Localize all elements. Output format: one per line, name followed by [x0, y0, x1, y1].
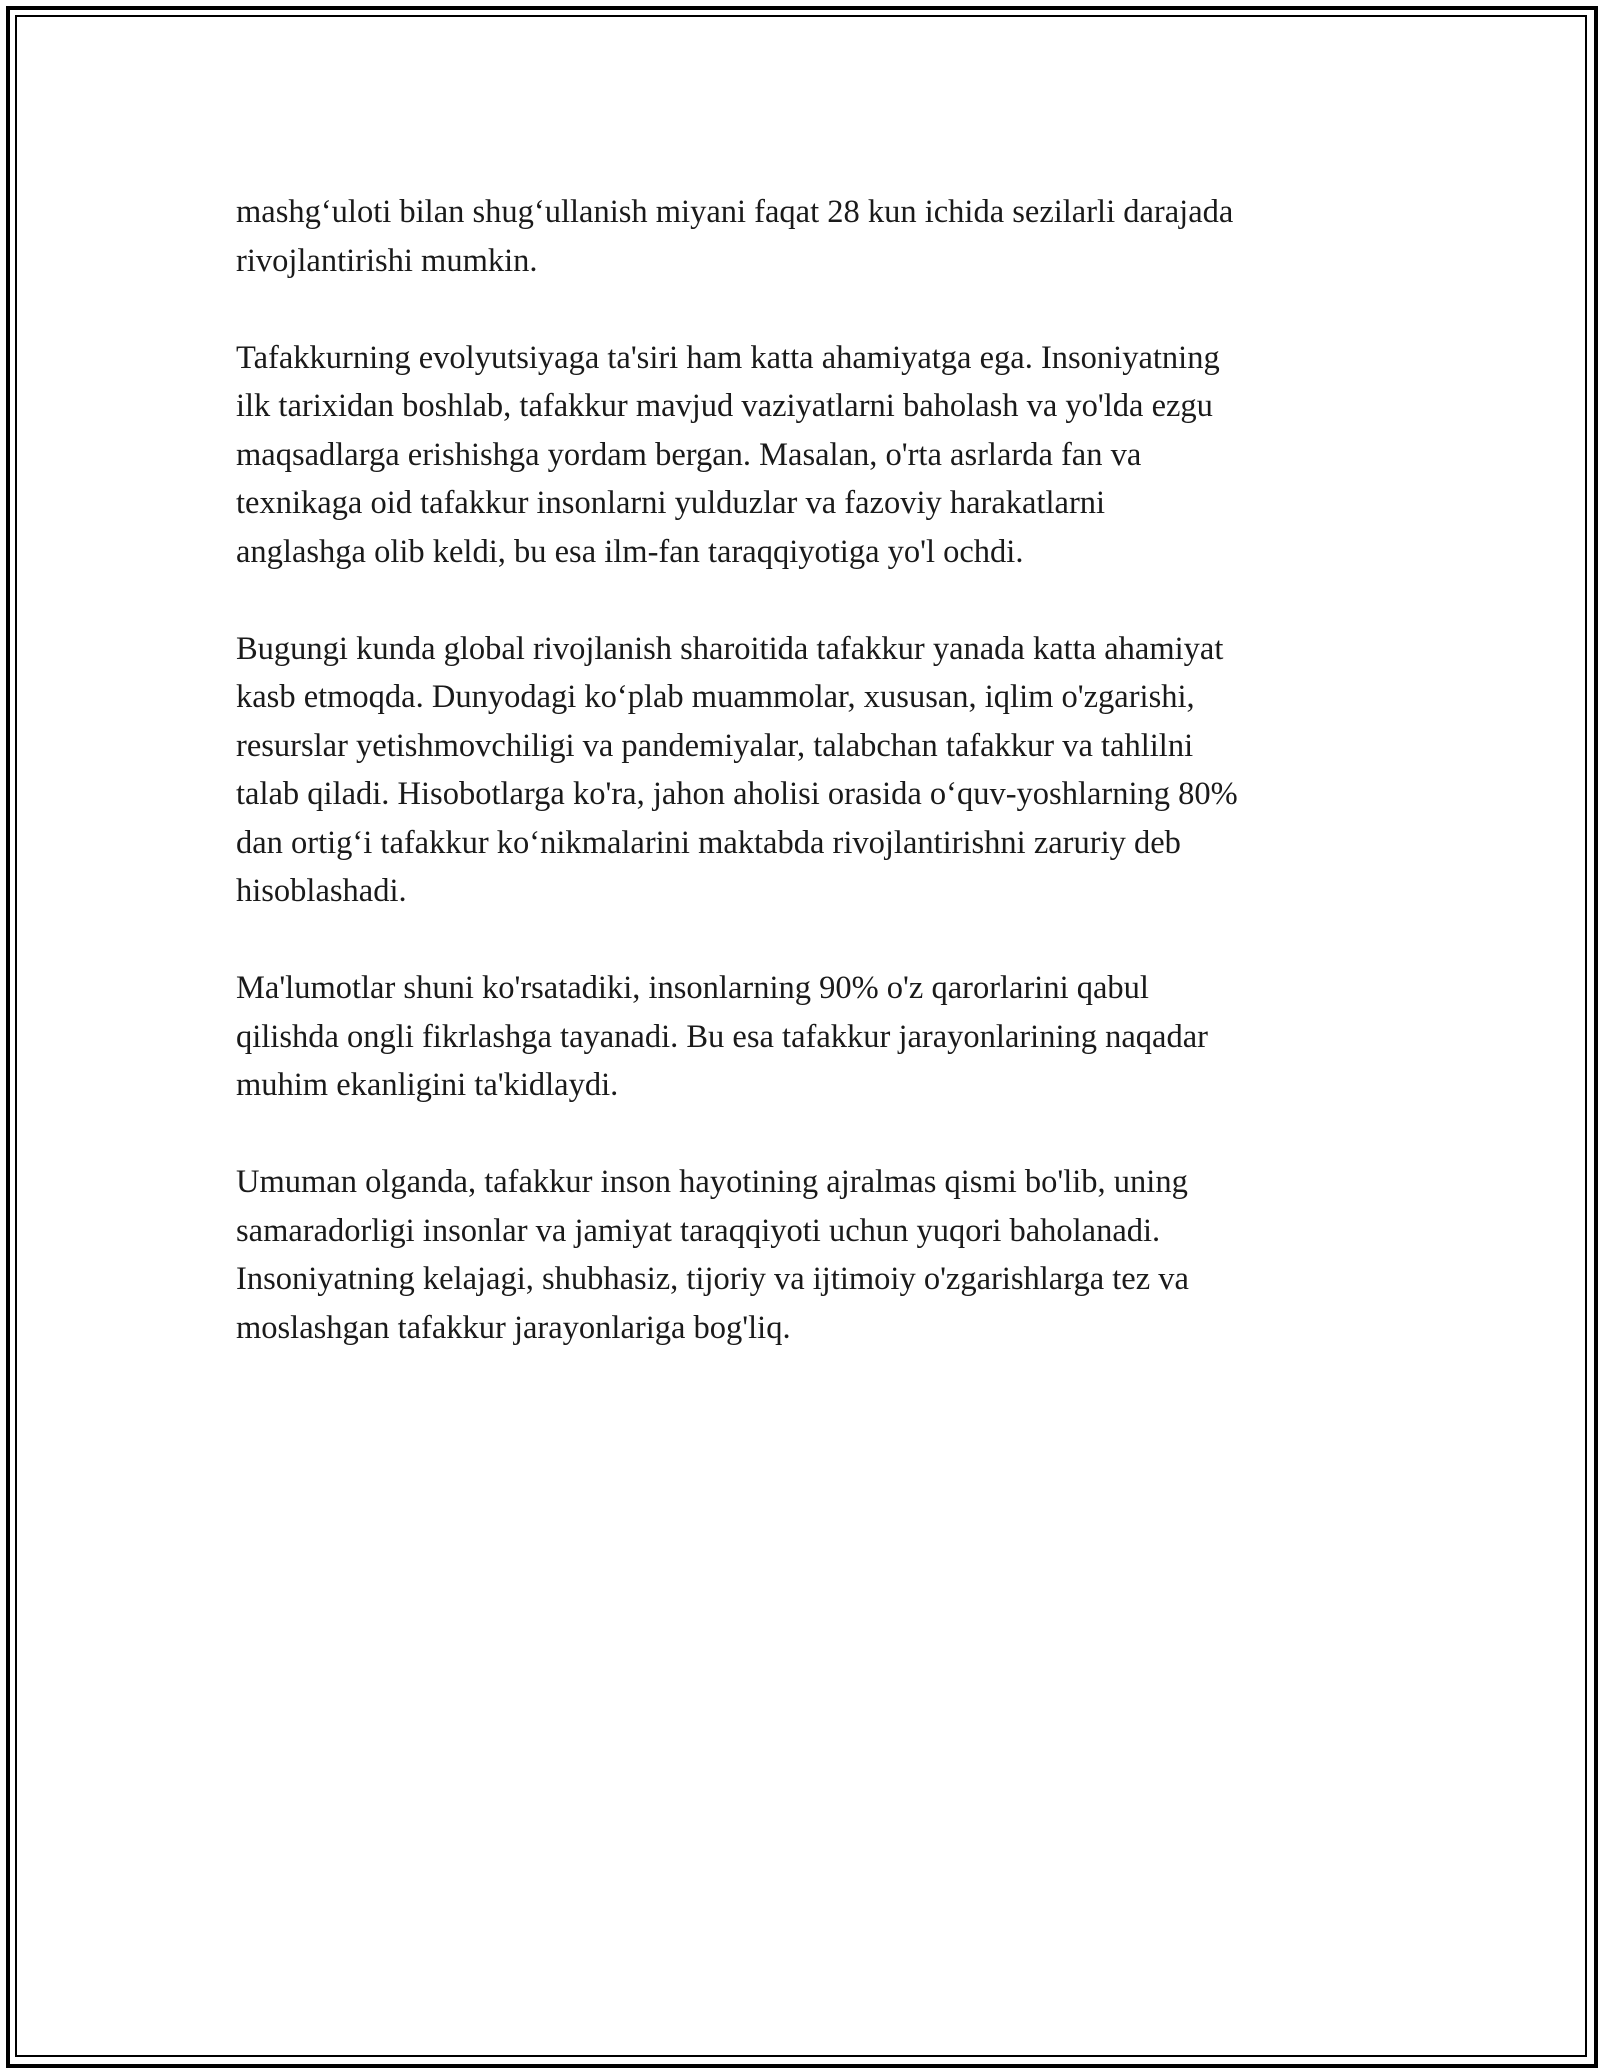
- text-line: talab qiladi. Hisobotlarga ko'ra, jahon aholisi orasida o‘quv-yoshlarning 80%: [236, 776, 1238, 812]
- text-line: resurslar yetishmovchiligi va pandemiyalar, talabchan tafakkur va tahlilni: [236, 727, 1194, 764]
- text-line: hisoblashadi.: [236, 873, 407, 909]
- text-line: moslashgan tafakkur jarayonlariga bog'liq.: [236, 1309, 791, 1346]
- paragraph-3: [236, 625, 1396, 916]
- paragraph-1: [236, 188, 1396, 285]
- text-line: Umuman olganda, tafakkur inson hayotining ajralmas qismi bo'lib, uning: [236, 1164, 1188, 1200]
- text-line: rivojlantirishi mumkin.: [236, 242, 538, 279]
- document-body: [236, 188, 1396, 1401]
- text-line: Bugungi kunda global rivojlanish sharoitida tafakkur yanada katta ahamiyat: [236, 630, 1224, 667]
- text-line: dan ortig‘i tafakkur ko‘nikmalarini maktabda rivojlantirishni zaruriy deb: [236, 824, 1181, 861]
- text-line: samaradorligi insonlar va jamiyat taraqqiyoti uchun yuqori baholanadi.: [236, 1212, 1161, 1249]
- text-line: mashg‘uloti bilan shug‘ullanish miyani faqat 28 kun ichida sezilarli darajada: [236, 194, 1234, 230]
- text-line: anglashga olib keldi, bu esa ilm-fan taraqqiyotiga yo'l ochdi.: [236, 533, 1024, 570]
- text-line: muhim ekanligini ta'kidlaydi.: [236, 1067, 619, 1103]
- paragraph-5: [236, 1158, 1396, 1352]
- paragraph-4: [236, 964, 1396, 1110]
- text-line: texnikaga oid tafakkur insonlarni yulduzlar va fazoviy harakatlarni: [236, 485, 1106, 521]
- text-line: Tafakkurning evolyutsiyaga ta'siri ham katta ahamiyatga ega. Insoniyatning: [236, 339, 1220, 376]
- text-line: qilishda ongli fikrlashga tayanadi. Bu esa tafakkur jarayonlarining naqadar: [236, 1018, 1208, 1055]
- text-line: ilk tarixidan boshlab, tafakkur mavjud vaziyatlarni baholash va yo'lda ezgu: [236, 388, 1213, 424]
- text-line: maqsadlarga erishishga yordam bergan. Masalan, o'rta asrlarda fan va: [236, 436, 1142, 473]
- text-line: Insoniyatning kelajagi, shubhasiz, tijoriy va ijtimoiy o'zgarishlarga tez va: [236, 1261, 1189, 1297]
- paragraph-2: [236, 334, 1396, 577]
- text-line: Ma'lumotlar shuni ko'rsatadiki, insonlarning 90% o'z qarorlarini qabul: [236, 970, 1149, 1006]
- text-line: kasb etmoqda. Dunyodagi ko‘plab muammolar, xususan, iqlim o'zgarishi,: [236, 679, 1195, 715]
